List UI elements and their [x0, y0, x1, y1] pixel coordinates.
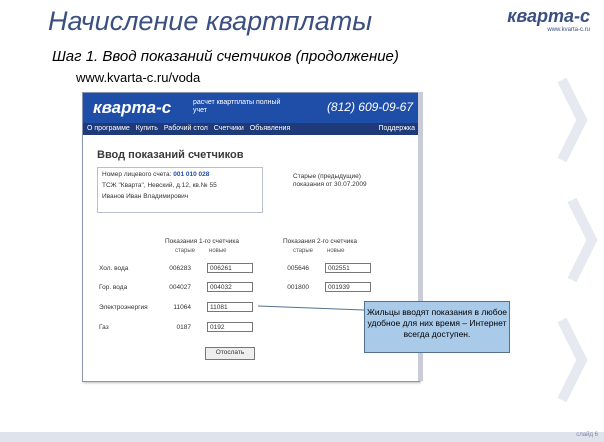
callout-note: Жильцы вводят показания в любое удобное для них время – Интернет всегда доступен. [364, 301, 510, 353]
owner-name: Иванов Иван Владимирович [102, 193, 189, 200]
logo-site: www.kvarta-c.ru [547, 27, 590, 33]
menu-item-news[interactable]: Объявления [249, 125, 291, 132]
menu-item-buy[interactable]: Купить [135, 125, 158, 132]
menu-item-about[interactable]: О программе [87, 125, 130, 132]
row-label-hot-water: Гор. вода [99, 284, 128, 291]
electricity-old-1: 11064 [173, 304, 191, 311]
cold-water-new-2-input[interactable]: 002551 [325, 263, 371, 273]
menu-item-meters[interactable]: Счетчики [213, 125, 244, 132]
row-label-gas: Газ [99, 324, 109, 331]
site-brand[interactable]: кварта-с [93, 98, 172, 117]
submit-button[interactable]: Отослать [205, 347, 255, 360]
menu-item-desktop[interactable]: Рабочий стол [163, 125, 208, 132]
prev-date: показания от 30.07.2009 [293, 181, 367, 188]
menu-item-support[interactable]: Поддержка [378, 125, 415, 132]
meter2-title: Показания 2-го счетчика [283, 238, 357, 245]
row-label-electricity: Электроэнергия [99, 304, 148, 311]
gas-old-1: 0187 [176, 324, 191, 331]
hot-water-old-2: 001800 [287, 284, 309, 291]
account-label: Номер лицевого счета: [102, 171, 172, 178]
gas-new-1-input[interactable]: 0192 [207, 322, 253, 332]
hot-water-new-1-input[interactable]: 004032 [207, 282, 253, 292]
cold-water-old-1: 006283 [169, 265, 191, 272]
meter1-title: Показания 1-го счетчика [165, 238, 239, 245]
cold-water-new-1-input[interactable]: 006261 [207, 263, 253, 273]
site-phone: (812) 609-09-67 [326, 100, 413, 114]
slide-subtitle: Шаг 1. Ввод показаний счетчиков (продолжение) [52, 48, 399, 65]
logo-name: кварта-с [507, 6, 590, 26]
address: ТСЖ "Кварта", Невский, д.12, кв.№ 55 [102, 182, 217, 189]
meter2-old-label: старые [293, 248, 314, 254]
hot-water-new-2-input[interactable]: 001939 [325, 282, 371, 292]
meter1-new-label: новые [209, 248, 227, 254]
account-number: 001 010 028 [173, 171, 210, 178]
meter2-new-label: новые [327, 248, 345, 254]
row-label-cold-water: Хол. вода [99, 265, 129, 272]
cold-water-old-2: 005646 [287, 265, 309, 272]
slide-title: Начисление квартплаты [48, 6, 373, 36]
slide-url: www.kvarta-c.ru/voda [76, 70, 201, 85]
electricity-new-1-input[interactable]: 11081 [207, 302, 253, 312]
site-tagline: расчет квартплаты полный учет [193, 99, 281, 114]
slide-number: слайд 6 [576, 432, 598, 438]
page-heading: Ввод показаний счетчиков [97, 149, 244, 161]
prev-label: Старые (предыдущие) [293, 173, 361, 180]
hot-water-old-1: 004027 [169, 284, 191, 291]
meter1-old-label: старые [175, 248, 196, 254]
